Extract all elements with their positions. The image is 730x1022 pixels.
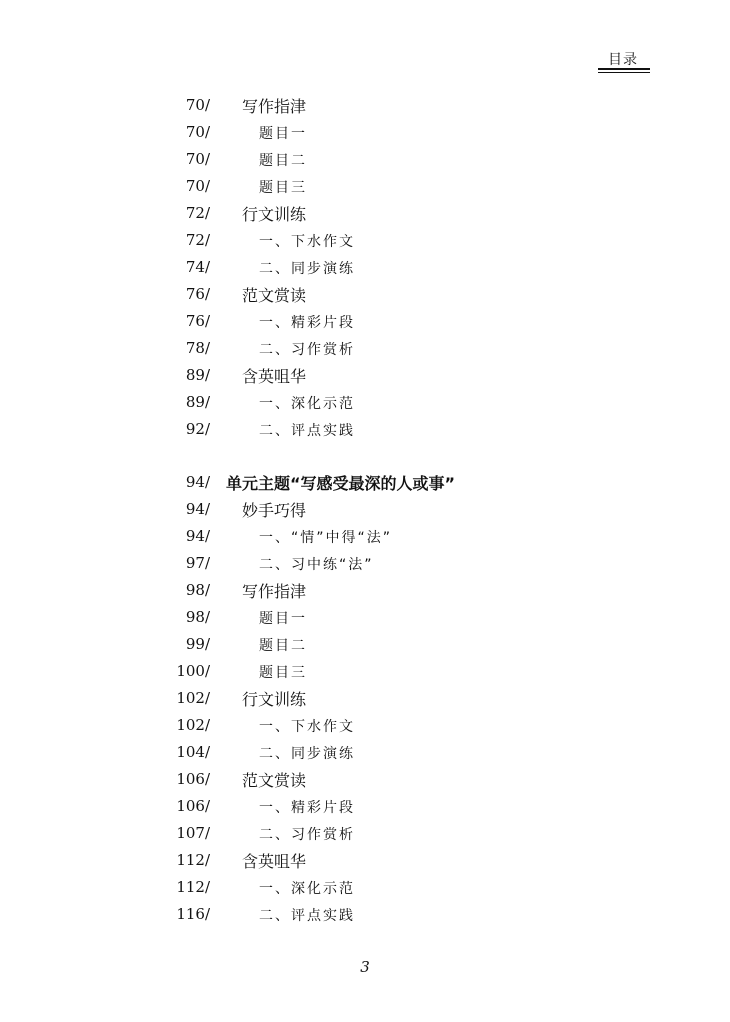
toc-subsection-title: 一、深化示范 [259, 881, 355, 897]
toc-page-number: 72/ [185, 204, 210, 222]
toc-page-number: 76/ [185, 285, 210, 303]
toc-page-number: 98/ [185, 581, 210, 599]
toc-subsection-title: 二、同步演练 [259, 261, 355, 277]
toc-page-number: 70/ [185, 96, 210, 114]
toc-entry[interactable] [0, 604, 730, 631]
toc-subsection-title: 二、习中练“法” [259, 557, 374, 573]
toc-page-number: 72/ [185, 231, 210, 249]
toc-entry[interactable] [0, 766, 730, 793]
toc-page-number: 94/ [185, 473, 210, 491]
toc-entry[interactable] [0, 874, 730, 901]
toc-entry[interactable] [0, 685, 730, 712]
toc-entry[interactable] [0, 739, 730, 766]
toc-page-number: 98/ [185, 608, 210, 626]
toc-page-number: 112/ [176, 851, 210, 869]
toc-subsection-title: 一、下水作文 [259, 719, 355, 735]
toc-entry[interactable] [0, 119, 730, 146]
toc-entry[interactable] [0, 793, 730, 820]
toc-entry[interactable] [0, 631, 730, 658]
toc-subsection-title: 一、下水作文 [259, 234, 355, 250]
toc-page-number: 100/ [176, 662, 210, 680]
header-title: 目录 [608, 52, 638, 68]
toc-page-number: 89/ [185, 393, 210, 411]
toc-entry[interactable] [0, 901, 730, 928]
toc-entry[interactable] [0, 496, 730, 523]
toc-subsection-title: 题目一 [259, 126, 307, 142]
toc-subsection-title: 题目一 [259, 611, 307, 627]
toc-section-title: 含英咀华 [242, 367, 307, 386]
toc-page-number: 106/ [176, 770, 210, 788]
toc-page-number: 97/ [185, 554, 210, 572]
header-rule-thick [598, 68, 650, 70]
toc-subsection-title: 二、习作赏析 [259, 342, 355, 358]
toc-page-number: 74/ [185, 258, 210, 276]
header-rule-thin [598, 72, 650, 73]
toc-entry[interactable] [0, 281, 730, 308]
toc-page-number: 104/ [176, 743, 210, 761]
toc-entry[interactable] [0, 362, 730, 389]
toc-page-number: 76/ [185, 312, 210, 330]
toc-entry[interactable] [0, 308, 730, 335]
toc-entry[interactable] [0, 712, 730, 739]
toc-entry[interactable] [0, 523, 730, 550]
table-of-contents [0, 92, 730, 928]
toc-entry[interactable] [0, 658, 730, 685]
toc-page-number: 99/ [185, 635, 210, 653]
toc-page-number: 94/ [185, 500, 210, 518]
toc-section-title: 写作指津 [242, 97, 307, 116]
toc-page-number: 70/ [185, 150, 210, 168]
toc-section-title: 范文赏读 [242, 286, 307, 305]
toc-subsection-title: 一、“情”中得“法” [259, 530, 393, 546]
toc-page-number: 106/ [176, 797, 210, 815]
toc-entry[interactable] [0, 469, 730, 496]
page-number: 3 [360, 958, 370, 976]
toc-entry[interactable] [0, 416, 730, 443]
toc-entry[interactable] [0, 92, 730, 119]
toc-subsection-title: 二、评点实践 [259, 423, 355, 439]
toc-entry[interactable] [0, 173, 730, 200]
toc-page-number: 78/ [185, 339, 210, 357]
toc-entry[interactable] [0, 227, 730, 254]
toc-entry[interactable] [0, 550, 730, 577]
toc-page-number: 70/ [185, 123, 210, 141]
toc-subsection-title: 二、习作赏析 [259, 827, 355, 843]
toc-entry[interactable] [0, 820, 730, 847]
toc-entry[interactable] [0, 847, 730, 874]
toc-subsection-title: 题目二 [259, 153, 307, 169]
toc-section-title: 行文训练 [242, 690, 307, 709]
toc-entry[interactable] [0, 254, 730, 281]
toc-subsection-title: 题目三 [259, 665, 307, 681]
toc-subsection-title: 题目三 [259, 180, 307, 196]
toc-page-number: 107/ [176, 824, 210, 842]
toc-section-title: 写作指津 [242, 582, 307, 601]
toc-page-number: 92/ [185, 420, 210, 438]
toc-subsection-title: 二、同步演练 [259, 746, 355, 762]
toc-section-title: 妙手巧得 [242, 501, 307, 520]
toc-section-title: 行文训练 [242, 205, 307, 224]
toc-subsection-title: 题目二 [259, 638, 307, 654]
toc-subsection-title: 一、深化示范 [259, 396, 355, 412]
toc-subsection-title: 一、精彩片段 [259, 315, 355, 331]
toc-page-number: 70/ [185, 177, 210, 195]
toc-page-number: 89/ [185, 366, 210, 384]
toc-page-number: 102/ [176, 716, 210, 734]
toc-page-number: 112/ [176, 878, 210, 896]
toc-entry[interactable] [0, 335, 730, 362]
toc-entry[interactable] [0, 146, 730, 173]
toc-section-title: 含英咀华 [242, 852, 307, 871]
toc-entry[interactable] [0, 577, 730, 604]
toc-entry[interactable] [0, 200, 730, 227]
toc-subsection-title: 二、评点实践 [259, 908, 355, 924]
toc-unit-title: 单元主题“写感受最深的人或事” [226, 474, 456, 493]
toc-page-number: 94/ [185, 527, 210, 545]
toc-entry[interactable] [0, 389, 730, 416]
toc-subsection-title: 一、精彩片段 [259, 800, 355, 816]
toc-page-number: 102/ [176, 689, 210, 707]
toc-page-number: 116/ [176, 905, 210, 923]
toc-section-title: 范文赏读 [242, 771, 307, 790]
